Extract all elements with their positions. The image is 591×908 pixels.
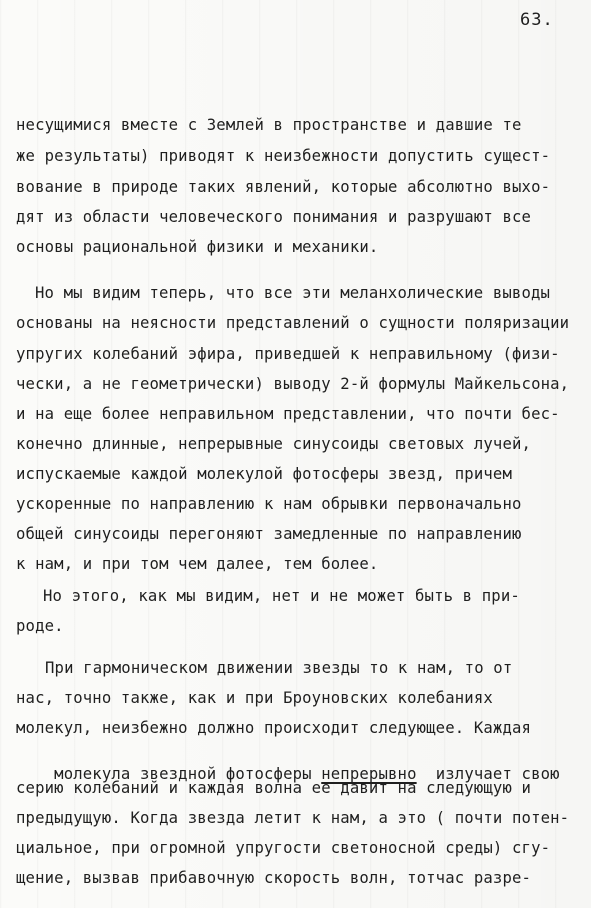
text-line: испускаемые каждой молекулой фотосферы звезд, причем [16,465,512,483]
text-line: Но этого, как мы видим, нет и не может быть в при- [43,587,520,605]
text-line: к нам, и при том чем далее, тем более. [16,555,379,573]
text-line: конечно длинные, непрерывные синусоиды световых лучей, [16,435,532,453]
underlined-word: непрерывно [321,765,417,783]
page-number: 63. [520,10,554,30]
text-line: чески, а не геометрически) выводу 2-й формулы Майкельсона, [16,375,570,393]
text-line: основы рациональной физики и механики. [16,238,379,256]
text-line: и на еще более неправильном представлении, что почти бес- [16,405,560,423]
text-line: щение, вызвав прибавочную скорость волн, тотчас разре- [16,869,532,887]
text-line: нас, точно также, как и при Броуновских колебаниях [16,689,493,707]
text-line: серию колебаний и каждая волна ее давит на следующую и [16,779,532,797]
text-line: несущимися вместе с Землей в пространстве и давшие те [16,116,522,134]
text-line: роде. [16,617,64,635]
text-line: ускоренные по направлению к нам обрывки первоначально [16,495,522,513]
text-line: вование в природе таких явлений, которые абсолютно выхо- [16,178,551,196]
text-line: же результаты) приводят к неизбежности допустить сущест- [16,147,551,165]
text-line: циальное, при огромной упругости светоносной среды) сгу- [16,839,551,857]
text-line: предыдущую. Когда звезда летит к нам, а это ( почти потен- [16,809,570,827]
text-segment: излучает свою [416,765,560,783]
text-line: упругих колебаний эфира, приведшей к неправильному (физи- [16,345,560,363]
text-segment: молекула звездной фотосферы [54,765,322,783]
text-line: дят из области человеческого понимания и разрушают все [16,208,532,226]
text-line: Но мы видим теперь, что все эти меланхолические выводы [35,284,551,302]
text-line: общей синусоиды перегоняют замедленные по направлению [16,525,522,543]
text-line: При гармоническом движении звезды то к нам, то от [45,659,513,677]
text-line: молекул, неизбежно должно происходит следующее. Каждая [16,719,532,737]
text-line: основаны на неясности представлений о сущности поляризации [16,314,570,332]
